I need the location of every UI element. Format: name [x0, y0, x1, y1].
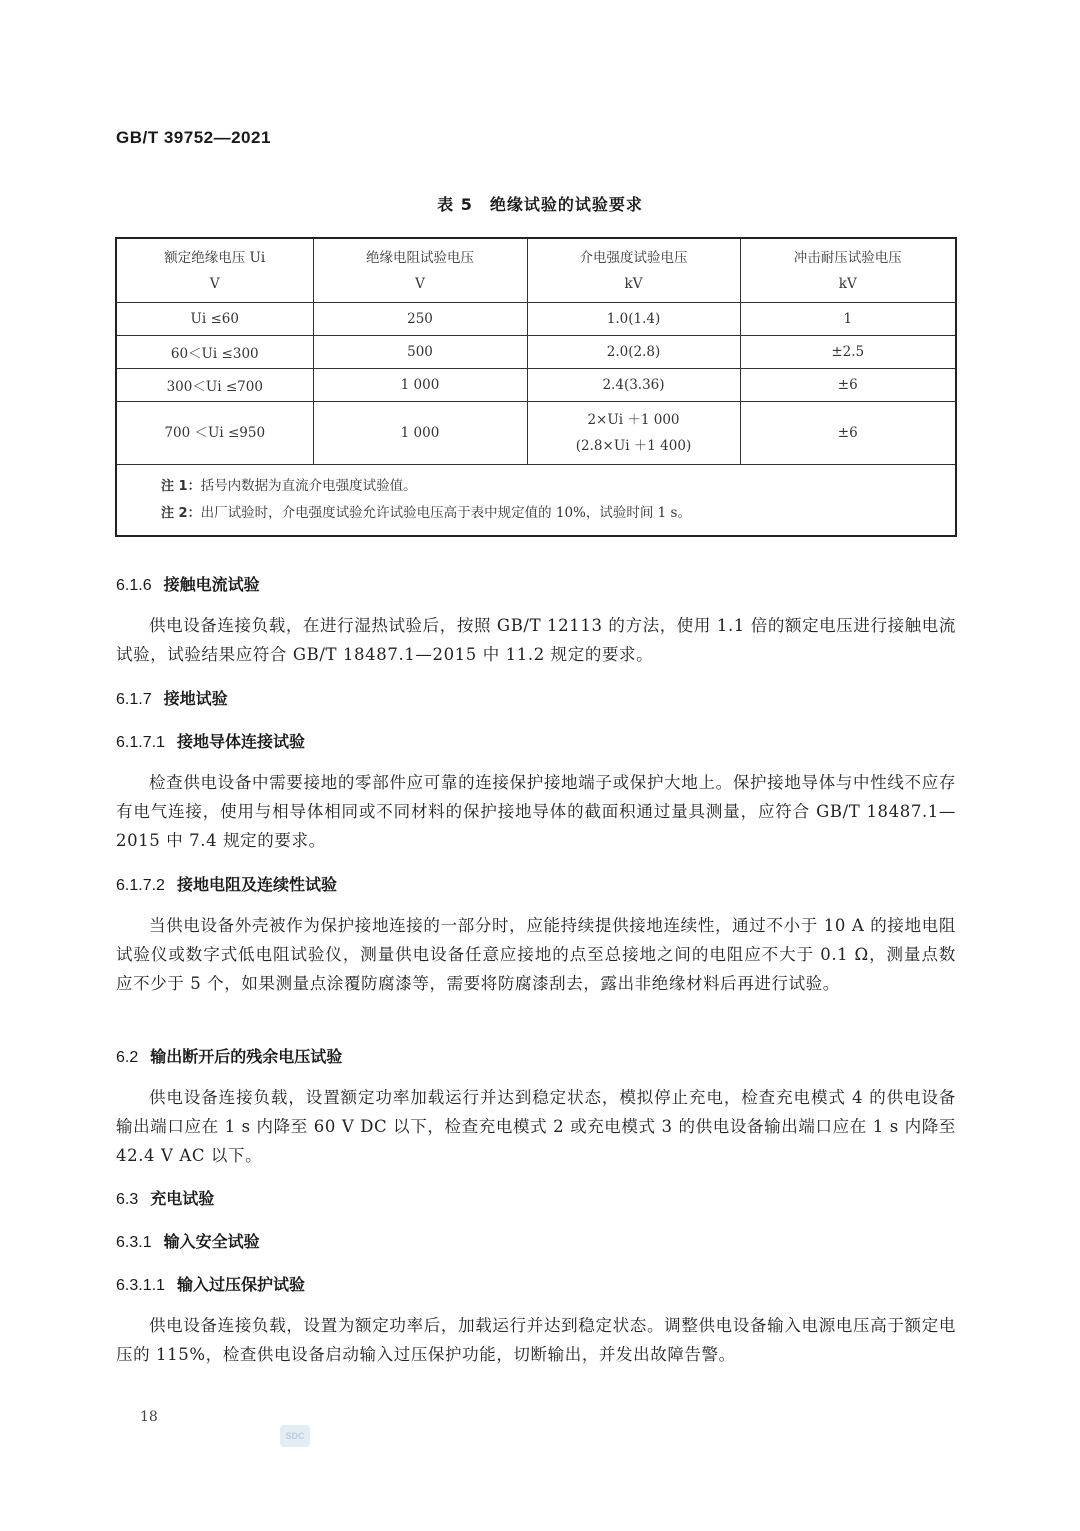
- header-cell: [527, 238, 740, 303]
- table-notes-row: [116, 465, 956, 537]
- section-number: 6.3: [116, 1191, 139, 1208]
- insulation-test-table: [115, 237, 957, 537]
- header-line1: 冲击耐压试验电压: [793, 249, 902, 266]
- section-heading: [116, 872, 956, 895]
- table-row: [116, 402, 956, 465]
- table-cell: 1 000: [313, 369, 527, 402]
- table-cell: 2.0(2.8): [527, 336, 740, 369]
- paragraph: 当供电设备外壳被作为保护接地连接的一部分时，应能持续提供接地连续性，通过不小于 10 A 的接地电阻试验仪或数字式低电阻试验仪，测量供电设备任意应接地的点至总接地之间的电阻应不大于 0.1 Ω，测量点数应不少于 5 个，如果测量点涂覆防腐漆等，需要将防腐漆刮去，露出非绝缘材料后再进行试验。: [116, 916, 956, 993]
- header-line2: kV: [838, 275, 857, 292]
- section-title: 接地导体连接试验: [176, 732, 305, 751]
- header-line1: 介电强度试验电压: [579, 249, 688, 266]
- note-text: 括号内数据为直流介电强度试验值。: [200, 478, 417, 494]
- paragraph: 供电设备连接负载，在进行湿热试验后，按照 GB/T 12113 的方法，使用 1.1 倍的额定电压进行接触电流试验，试验结果应符合 GB/T 18487.1—2015 中 11.2 规定的要求。: [116, 616, 956, 664]
- table-cell: 250: [313, 303, 527, 336]
- header-line2: V: [209, 275, 220, 292]
- note-2: [161, 500, 955, 527]
- section-number: 6.1.7.2: [116, 877, 165, 894]
- section-heading: [116, 729, 956, 752]
- section-number: 6.3.1: [116, 1234, 152, 1251]
- header-line1: 绝缘电阻试验电压: [366, 249, 474, 266]
- section-title: 接地电阻及连续性试验: [176, 875, 337, 894]
- table-title: 表 5 绝缘试验的试验要求: [437, 195, 643, 214]
- paragraph: 供电设备连接负载，设置为额定功率后，加载运行并达到稳定状态。调整供电设备输入电源电压高于额定电压的 115%，检查供电设备启动输入过压保护功能，切断输出，并发出故障告警。: [116, 1316, 956, 1364]
- note-tag: 注 1：: [161, 479, 201, 494]
- header-line2: V: [415, 275, 425, 292]
- cell-line2: (2.8×Ui ＋1 400): [575, 438, 692, 454]
- table-cell: ±2.5: [740, 336, 956, 369]
- table-cell: ±6: [740, 369, 956, 402]
- table-row: [116, 336, 956, 369]
- note-tag: 注 2：: [161, 506, 201, 521]
- section-heading: [116, 1272, 956, 1295]
- table-header-row: [116, 238, 956, 303]
- header-line2: kV: [624, 275, 643, 292]
- table-cell: ±6: [740, 402, 956, 465]
- table-cell: 700 ＜Ui ≤950: [116, 402, 313, 465]
- table-row: [116, 303, 956, 336]
- section-number: 6.2: [116, 1049, 139, 1066]
- note-1: [161, 473, 955, 500]
- section-title: 输入安全试验: [163, 1232, 260, 1251]
- section-heading: [116, 1186, 956, 1209]
- section-title: 接地试验: [163, 689, 228, 708]
- section-heading: [116, 686, 956, 709]
- note-text: 出厂试验时，介电强度试验允许试验电压高于表中规定值的 10%，试验时间 1 s。: [200, 505, 691, 521]
- table-cell: [527, 402, 740, 465]
- watermark-logo: SDC: [280, 1425, 310, 1447]
- table-cell: 60＜Ui ≤300: [116, 336, 313, 369]
- section-number: 6.1.6: [116, 577, 152, 594]
- table-cell: 1 000: [313, 402, 527, 465]
- table-cell: Ui ≤60: [116, 303, 313, 336]
- section-number: 6.1.7.1: [116, 734, 165, 751]
- header-line1: 额定绝缘电压 Ui: [164, 249, 266, 266]
- header-cell: [116, 238, 313, 303]
- section-number: 6.3.1.1: [116, 1277, 165, 1294]
- section-heading: [116, 572, 956, 595]
- table-cell: 2.4(3.36): [527, 369, 740, 402]
- paragraph: 检查供电设备中需要接地的零部件应可靠的连接保护接地端子或保护大地上。保护接地导体与中性线不应存有电气连接，使用与相导体相同或不同材料的保护接地导体的截面积通过量具测量，应符合 GB/T 18487.1—2015 中 7.4 规定的要求。: [116, 773, 956, 850]
- section-number: 6.1.7: [116, 691, 152, 708]
- standard-code: GB/T 39752—2021: [116, 128, 271, 147]
- section-heading: [116, 1229, 956, 1252]
- table-cell: 1.0(1.4): [527, 303, 740, 336]
- header-cell: [740, 238, 956, 303]
- table-row: [116, 369, 956, 402]
- paragraph: 供电设备连接负载，设置额定功率加载运行并达到稳定状态，模拟停止充电，检查充电模式 4 的供电设备输出端口应在 1 s 内降至 60 V DC 以下，检查充电模式 2 或充电模式 3 的供电设备输出端口应在 1 s 内降至 42.4 V AC 以下。: [116, 1088, 956, 1165]
- page-number: 18: [140, 1409, 158, 1425]
- section-title: 充电试验: [150, 1189, 215, 1208]
- table-cell: 1: [740, 303, 956, 336]
- table-cell: 300＜Ui ≤700: [116, 369, 313, 402]
- header-cell: [313, 238, 527, 303]
- section-title: 接触电流试验: [163, 575, 260, 594]
- table-cell: 500: [313, 336, 527, 369]
- section-heading: [116, 1044, 956, 1067]
- table-notes: [116, 465, 956, 537]
- section-title: 输入过压保护试验: [176, 1275, 305, 1294]
- section-title: 输出断开后的残余电压试验: [150, 1047, 343, 1066]
- cell-line1: 2×Ui ＋1 000: [587, 412, 680, 428]
